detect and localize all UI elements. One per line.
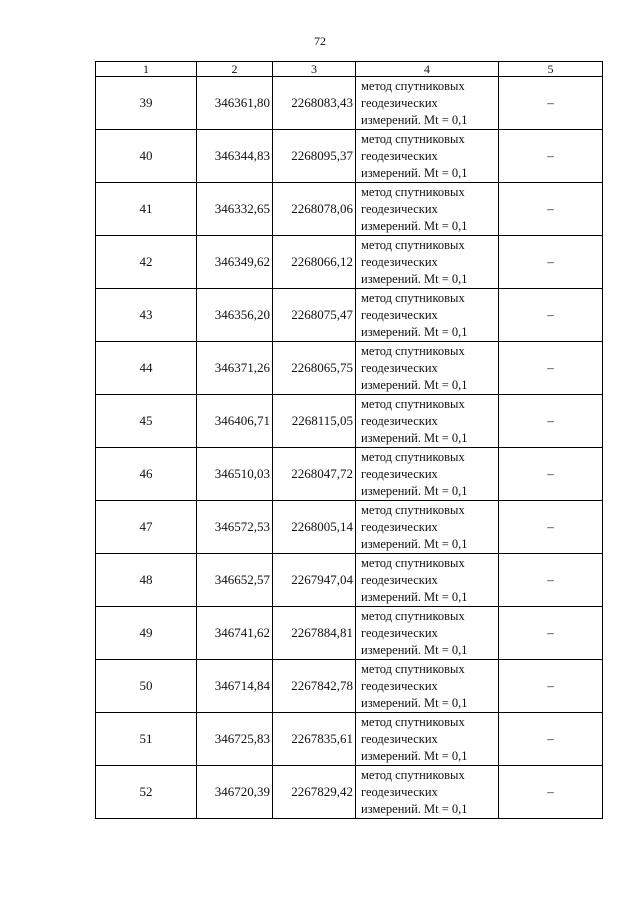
method-line: измерений. Mt = 0,1 [361, 165, 468, 180]
method-line: геодезических [361, 784, 438, 799]
method-line: геодезических [361, 572, 438, 587]
y-coordinate-cell: 2268065,75 [273, 342, 356, 395]
table-row [96, 607, 603, 660]
note-cell: – [499, 607, 603, 660]
y-coordinate-cell: 2267947,04 [273, 554, 356, 607]
note-cell: – [499, 766, 603, 819]
note-cell: – [499, 448, 603, 501]
method-line: измерений. Mt = 0,1 [361, 642, 468, 657]
x-coordinate-cell: 346361,80 [197, 77, 273, 130]
table-row [96, 77, 603, 130]
method-line: геодезических [361, 201, 438, 216]
method-cell [356, 607, 499, 660]
method-line: метод спутниковых [361, 396, 465, 411]
x-coordinate-cell: 346572,53 [197, 501, 273, 554]
method-line: геодезических [361, 466, 438, 481]
method-line: измерений. Mt = 0,1 [361, 271, 468, 286]
table-row [96, 554, 603, 607]
method-line: геодезических [361, 625, 438, 640]
point-number-cell: 51 [96, 713, 197, 766]
y-coordinate-cell: 2267884,81 [273, 607, 356, 660]
y-coordinate-cell: 2268115,05 [273, 395, 356, 448]
method-line: геодезических [361, 731, 438, 746]
method-line: геодезических [361, 148, 438, 163]
header-cell-3: 3 [273, 62, 356, 77]
method-line: метод спутниковых [361, 131, 465, 146]
method-line: метод спутниковых [361, 449, 465, 464]
y-coordinate-cell: 2268083,43 [273, 77, 356, 130]
note-cell: – [499, 554, 603, 607]
point-number-cell: 44 [96, 342, 197, 395]
note-cell: – [499, 342, 603, 395]
point-number-cell: 49 [96, 607, 197, 660]
x-coordinate-cell: 346344,83 [197, 130, 273, 183]
y-coordinate-cell: 2268095,37 [273, 130, 356, 183]
method-line: измерений. Mt = 0,1 [361, 430, 468, 445]
header-cell-5: 5 [499, 62, 603, 77]
y-coordinate-cell: 2268066,12 [273, 236, 356, 289]
method-cell [356, 236, 499, 289]
method-line: геодезических [361, 413, 438, 428]
table-row [96, 501, 603, 554]
method-cell [356, 766, 499, 819]
note-cell: – [499, 236, 603, 289]
method-line: измерений. Mt = 0,1 [361, 748, 468, 763]
method-line: метод спутниковых [361, 78, 465, 93]
method-line: метод спутниковых [361, 608, 465, 623]
method-line: измерений. Mt = 0,1 [361, 112, 468, 127]
point-number-cell: 50 [96, 660, 197, 713]
y-coordinate-cell: 2267835,61 [273, 713, 356, 766]
method-cell [356, 77, 499, 130]
x-coordinate-cell: 346332,65 [197, 183, 273, 236]
point-number-cell: 42 [96, 236, 197, 289]
x-coordinate-cell: 346714,84 [197, 660, 273, 713]
method-line: измерений. Mt = 0,1 [361, 589, 468, 604]
x-coordinate-cell: 346720,39 [197, 766, 273, 819]
method-cell [356, 448, 499, 501]
point-number-cell: 47 [96, 501, 197, 554]
note-cell: – [499, 183, 603, 236]
y-coordinate-cell: 2268075,47 [273, 289, 356, 342]
y-coordinate-cell: 2267842,78 [273, 660, 356, 713]
x-coordinate-cell: 346510,03 [197, 448, 273, 501]
method-line: геодезических [361, 307, 438, 322]
x-coordinate-cell: 346371,26 [197, 342, 273, 395]
method-line: измерений. Mt = 0,1 [361, 536, 468, 551]
method-cell [356, 289, 499, 342]
note-cell: – [499, 660, 603, 713]
x-coordinate-cell: 346741,62 [197, 607, 273, 660]
method-line: метод спутниковых [361, 767, 465, 782]
table-row [96, 236, 603, 289]
method-line: геодезических [361, 360, 438, 375]
method-line: метод спутниковых [361, 661, 465, 676]
method-cell [356, 342, 499, 395]
point-number-cell: 52 [96, 766, 197, 819]
method-line: измерений. Mt = 0,1 [361, 483, 468, 498]
coordinates-table [95, 61, 603, 819]
method-line: геодезических [361, 519, 438, 534]
method-cell [356, 554, 499, 607]
table-row [96, 448, 603, 501]
point-number-cell: 45 [96, 395, 197, 448]
method-line: измерений. Mt = 0,1 [361, 377, 468, 392]
method-line: геодезических [361, 95, 438, 110]
header-cell-4: 4 [356, 62, 499, 77]
note-cell: – [499, 501, 603, 554]
method-line: измерений. Mt = 0,1 [361, 218, 468, 233]
method-line: измерений. Mt = 0,1 [361, 324, 468, 339]
note-cell: – [499, 395, 603, 448]
x-coordinate-cell: 346349,62 [197, 236, 273, 289]
note-cell: – [499, 130, 603, 183]
table-body [96, 62, 603, 819]
x-coordinate-cell: 346356,20 [197, 289, 273, 342]
page-number: 72 [314, 34, 326, 48]
point-number-cell: 43 [96, 289, 197, 342]
method-line: метод спутниковых [361, 343, 465, 358]
table-row [96, 660, 603, 713]
method-cell [356, 183, 499, 236]
point-number-cell: 46 [96, 448, 197, 501]
note-cell: – [499, 713, 603, 766]
point-number-cell: 48 [96, 554, 197, 607]
x-coordinate-cell: 346406,71 [197, 395, 273, 448]
method-line: метод спутниковых [361, 555, 465, 570]
method-line: метод спутниковых [361, 237, 465, 252]
point-number-cell: 41 [96, 183, 197, 236]
method-line: метод спутниковых [361, 502, 465, 517]
method-line: измерений. Mt = 0,1 [361, 695, 468, 710]
header-cell-2: 2 [197, 62, 273, 77]
header-cell-1: 1 [96, 62, 197, 77]
method-line: геодезических [361, 254, 438, 269]
table-row [96, 766, 603, 819]
y-coordinate-cell: 2268005,14 [273, 501, 356, 554]
table-header-row [96, 62, 603, 77]
note-cell: – [499, 289, 603, 342]
method-line: измерений. Mt = 0,1 [361, 801, 468, 816]
method-cell [356, 660, 499, 713]
table-row [96, 130, 603, 183]
method-line: геодезических [361, 678, 438, 693]
method-line: метод спутниковых [361, 714, 465, 729]
x-coordinate-cell: 346652,57 [197, 554, 273, 607]
y-coordinate-cell: 2267829,42 [273, 766, 356, 819]
table-row [96, 395, 603, 448]
x-coordinate-cell: 346725,83 [197, 713, 273, 766]
y-coordinate-cell: 2268078,06 [273, 183, 356, 236]
table-row [96, 183, 603, 236]
method-cell [356, 130, 499, 183]
point-number-cell: 40 [96, 130, 197, 183]
y-coordinate-cell: 2268047,72 [273, 448, 356, 501]
table-row [96, 713, 603, 766]
method-cell [356, 713, 499, 766]
note-cell: – [499, 77, 603, 130]
method-line: метод спутниковых [361, 184, 465, 199]
method-cell [356, 501, 499, 554]
point-number-cell: 39 [96, 77, 197, 130]
table-row [96, 289, 603, 342]
method-line: метод спутниковых [361, 290, 465, 305]
table-row [96, 342, 603, 395]
method-cell [356, 395, 499, 448]
